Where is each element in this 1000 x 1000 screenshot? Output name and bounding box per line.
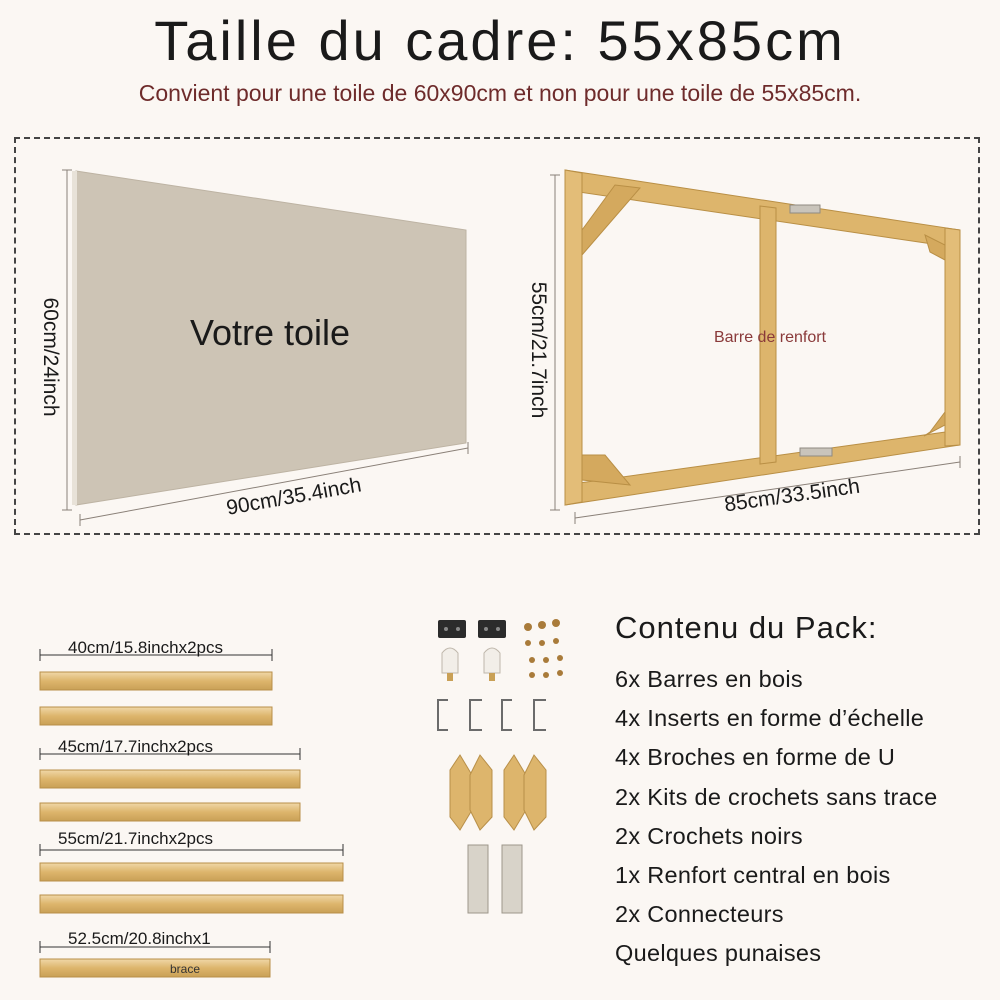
canvas-height-label: 60cm/24inch	[39, 297, 62, 417]
bar-label-45cm: 45cm/17.7inchx2pcs	[58, 737, 213, 756]
pack-item: 2x Connecteurs	[615, 901, 784, 928]
pack-item: 2x Crochets noirs	[615, 822, 803, 849]
pack-item: Quelques punaises	[615, 940, 822, 967]
canvas-width-label: 90cm/35.4inch	[224, 473, 364, 520]
pack-item: 6x Barres en bois	[615, 666, 803, 692]
bar-label-brace: 52.5cm/20.8inchx1	[68, 929, 211, 948]
bar-55cm-2	[40, 895, 343, 913]
traceless-hooks-icon	[442, 648, 500, 681]
bar-40cm-2	[40, 707, 272, 725]
ladder-inserts-icon	[450, 755, 546, 830]
pack-item: 4x Broches en forme de U	[615, 744, 896, 771]
tacks-icon	[524, 619, 563, 678]
frame-illustration	[520, 140, 980, 535]
pack-list	[615, 660, 937, 974]
pack-title: Contenu du Pack:	[615, 610, 878, 645]
bar-brace-text: brace	[169, 962, 201, 976]
canvas-illustration	[20, 140, 500, 535]
canvas-label: Votre toile	[189, 312, 351, 353]
pack-item: 4x Inserts en forme d’échelle	[615, 705, 925, 732]
brace-label: Barre de renfort	[713, 329, 827, 346]
page-title: Taille du cadre: 55x85cm	[154, 9, 846, 72]
connectors-icon	[468, 845, 522, 913]
bar-label-40cm: 40cm/15.8inchx2pcs	[68, 638, 223, 657]
bar-45cm-2	[40, 803, 300, 821]
frame-height-label: 55cm/21.7inch	[527, 281, 550, 419]
bar-55cm-1	[40, 863, 343, 881]
bar-45cm-1	[40, 770, 300, 788]
pack-item: 1x Renfort central en bois	[615, 862, 891, 889]
bar-label-55cm: 55cm/21.7inchx2pcs	[58, 829, 213, 848]
u-staples-icon	[438, 700, 546, 730]
hardware-pieces	[420, 605, 580, 925]
bar-brace	[40, 959, 270, 977]
page-subtitle: Convient pour une toile de 60x90cm et non pour une toile de 55x85cm.	[138, 80, 862, 106]
bar-40cm-1	[40, 672, 272, 690]
black-hooks-icon	[438, 620, 506, 638]
frame-width-label: 85cm/33.5inch	[722, 474, 862, 517]
pack-item: 2x Kits de crochets sans trace	[615, 783, 938, 810]
